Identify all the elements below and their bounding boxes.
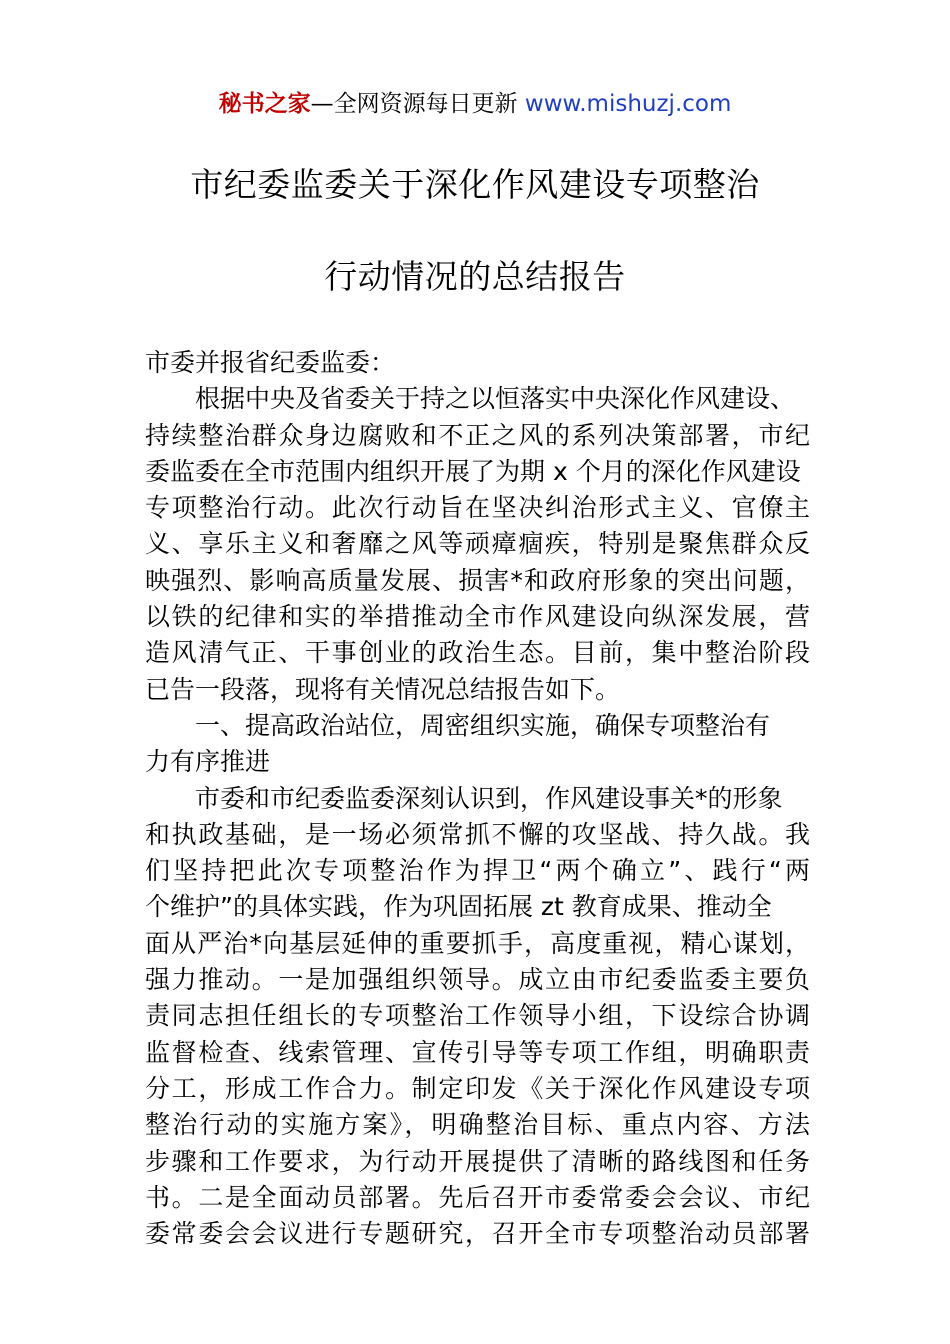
body-line: 面从严治*向基层延伸的重要抓手，高度重视，精心谋划， — [145, 928, 810, 958]
section-heading-line: 一、提高政治站位，周密组织实施，确保专项整治有 — [195, 710, 771, 740]
salutation: 市委并报省纪委监委： — [145, 348, 396, 377]
body-line: 强力推动。一是加强组织领导。成立由市纪委监委主要负 — [145, 965, 810, 995]
body-line: 以铁的纪律和实的举措推动全市作风建设向纵深发展，营 — [145, 602, 810, 632]
site-url-link[interactable]: www.mishuzj.com — [524, 91, 732, 117]
document-title-line-2: 行动情况的总结报告 — [324, 257, 626, 296]
body-line: 持续整治群众身边腐败和不正之风的系列决策部署，市纪 — [145, 420, 810, 450]
body-line: 义、享乐主义和奢靡之风等顽瘴痼疾，特别是聚焦群众反 — [145, 529, 810, 559]
body-line: 委监委在全市范围内组织开展了为期 x 个月的深化作风建设 — [145, 456, 801, 486]
body-line: 整治行动的实施方案》，明确整治目标、重点内容、方法 — [145, 1110, 810, 1140]
document-body — [145, 345, 810, 1252]
body-line: 分工，形成工作合力。制定印发《关于深化作风建设专项 — [145, 1073, 810, 1103]
section-heading-line: 力有序推进 — [145, 747, 271, 777]
body-line: 责同志担任组长的专项整治工作领导小组，下设综合协调 — [145, 1001, 810, 1031]
body-line: 和执政基础，是一场必须常抓不懈的攻坚战、持久战。我 — [145, 819, 810, 849]
site-tagline: —全网资源每日更新 — [310, 91, 525, 117]
body-line: 市委和市纪委监委深刻认识到，作风建设事关*的形象 — [195, 783, 783, 813]
body-line: 们坚持把此次专项整治作为捍卫“两个确立”、践行“两 — [145, 856, 810, 886]
body-line: 书。二是全面动员部署。先后召开市委常委会会议、市纪 — [145, 1182, 810, 1212]
site-header — [0, 86, 950, 122]
body-line: 根据中央及省委关于持之以恒落实中央深化作风建设、 — [195, 384, 796, 414]
site-brand: 秘书之家 — [218, 91, 311, 117]
body-line: 个维护”的具体实践，作为巩固拓展 zt 教育成果、推动全 — [145, 892, 772, 922]
body-line: 已告一段落，现将有关情况总结报告如下。 — [145, 674, 621, 704]
body-line: 造风清气正、干事创业的政治生态。目前，集中整治阶段 — [145, 638, 810, 668]
body-line: 监督检查、线索管理、宣传引导等专项工作组，明确职责 — [145, 1037, 810, 1067]
body-line: 映强烈、影响高质量发展、损害*和政府形象的突出问题， — [145, 565, 810, 595]
body-line: 步骤和工作要求，为行动开展提供了清晰的路线图和任务 — [145, 1146, 810, 1176]
document-title-line-1: 市纪委监委关于深化作风建设专项整治 — [190, 165, 760, 204]
body-line: 委常委会会议进行专题研究，召开全市专项整治动员部署 — [145, 1219, 810, 1249]
body-line: 专项整治行动。此次行动旨在坚决纠治形式主义、官僚主 — [145, 493, 810, 523]
